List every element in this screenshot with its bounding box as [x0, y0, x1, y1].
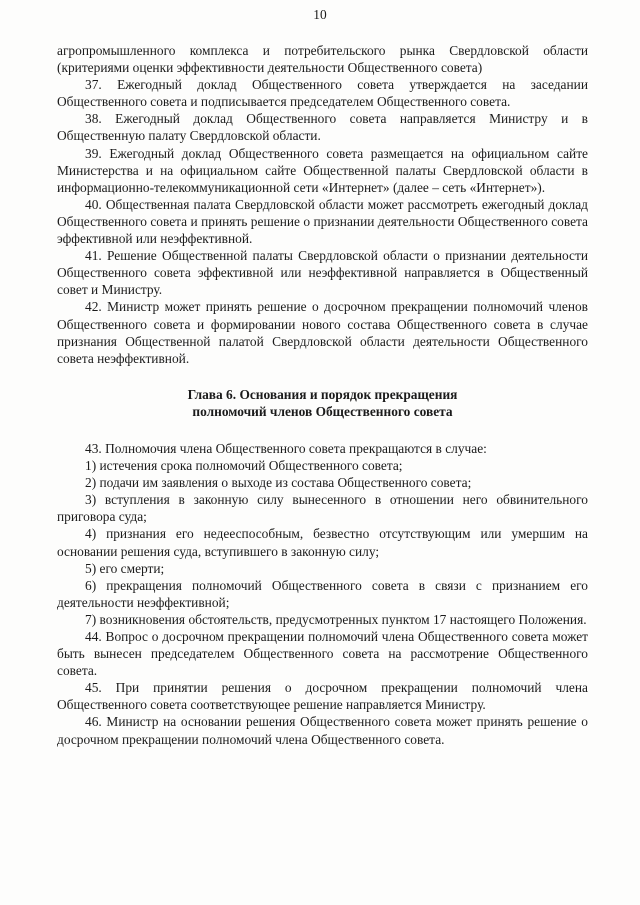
- list-item-1: 1) истечения срока полномочий Общественного совета;: [85, 458, 403, 474]
- paragraph-39: 39. Ежегодный доклад Общественного совета размещается на официальном сайте Министерства и на официальном сайте Общественной палаты Свердловской области в информационно-телекоммуникационной сети «Интернет» (далее – сеть «Интернет»).: [57, 145, 588, 195]
- paragraph-42: 42. Министр может принять решение о досрочном прекращении полномочий членов Общественного совета и формировании нового состава Общественного совета в случае признания Общественной палатой Свердловской области деятельности Общественного совета неэффективной.: [57, 299, 588, 366]
- paragraph-37: 37. Ежегодный доклад Общественного совета утверждается на заседании Общественного совета и подписывается председателем Общественного совета.: [57, 77, 588, 110]
- list-item-5: 5) его смерти;: [85, 560, 165, 576]
- paragraph-46: 46. Министр на основании решения Общественного совета может принять решение о досрочном прекращении полномочий члена Общественного совета.: [57, 714, 588, 747]
- list-item-3: 3) вступления в законную силу вынесенного в отношении него обвинительного приговора суда;: [57, 492, 588, 525]
- paragraph-40: 40. Общественная палата Свердловской области может рассмотреть ежегодный доклад Общественного совета и принять решение о признании деятельности Общественного совета эффективной или неэффективной.: [57, 196, 588, 247]
- paragraph-44: 44. Вопрос о досрочном прекращении полномочий члена Общественного совета может быть вынесен председателем Общественного совета на рассмотрение Общественного совета.: [57, 629, 588, 679]
- chapter-heading-line-2: полномочий членов Общественного совета: [192, 404, 453, 420]
- paragraph-45: 45. При принятии решения о досрочном прекращении полномочий члена Общественного совета соответствующее решение направляется Министру.: [57, 680, 588, 713]
- list-item-2: 2) подачи им заявления о выходе из состава Общественного совета;: [85, 475, 472, 491]
- chapter-heading-line-1: Глава 6. Основания и порядок прекращения: [187, 386, 458, 402]
- chapter-heading: [57, 386, 588, 421]
- paragraph-continuation: агропромышленного комплекса и потребительского рынка Свердловской области (критериями оценки эффективности деятельности Общественного совета): [57, 43, 588, 76]
- list-item-6: 6) прекращения полномочий Общественного совета в связи с признанием его деятельности неэффективной;: [57, 577, 588, 610]
- paragraph-43: 43. Полномочия члена Общественного совета прекращаются в случае:: [85, 440, 487, 456]
- page-number: 10: [313, 7, 327, 22]
- list-item-7: 7) возникновения обстоятельств, предусмотренных пунктом 17 настоящего Положения.: [85, 611, 587, 627]
- list-item-4: 4) признания его недееспособным, безвестно отсутствующим или умершим на основании решения суда, вступившего в законную силу;: [57, 526, 588, 559]
- document-body: [57, 42, 588, 748]
- paragraph-38: 38. Ежегодный доклад Общественного совета направляется Министру и в Общественную палату Свердловской области.: [57, 111, 588, 144]
- paragraph-41: 41. Решение Общественной палаты Свердловской области о признании деятельности Общественного совета эффективной или неэффективной направляется в Общественный совет и Министру.: [57, 248, 588, 298]
